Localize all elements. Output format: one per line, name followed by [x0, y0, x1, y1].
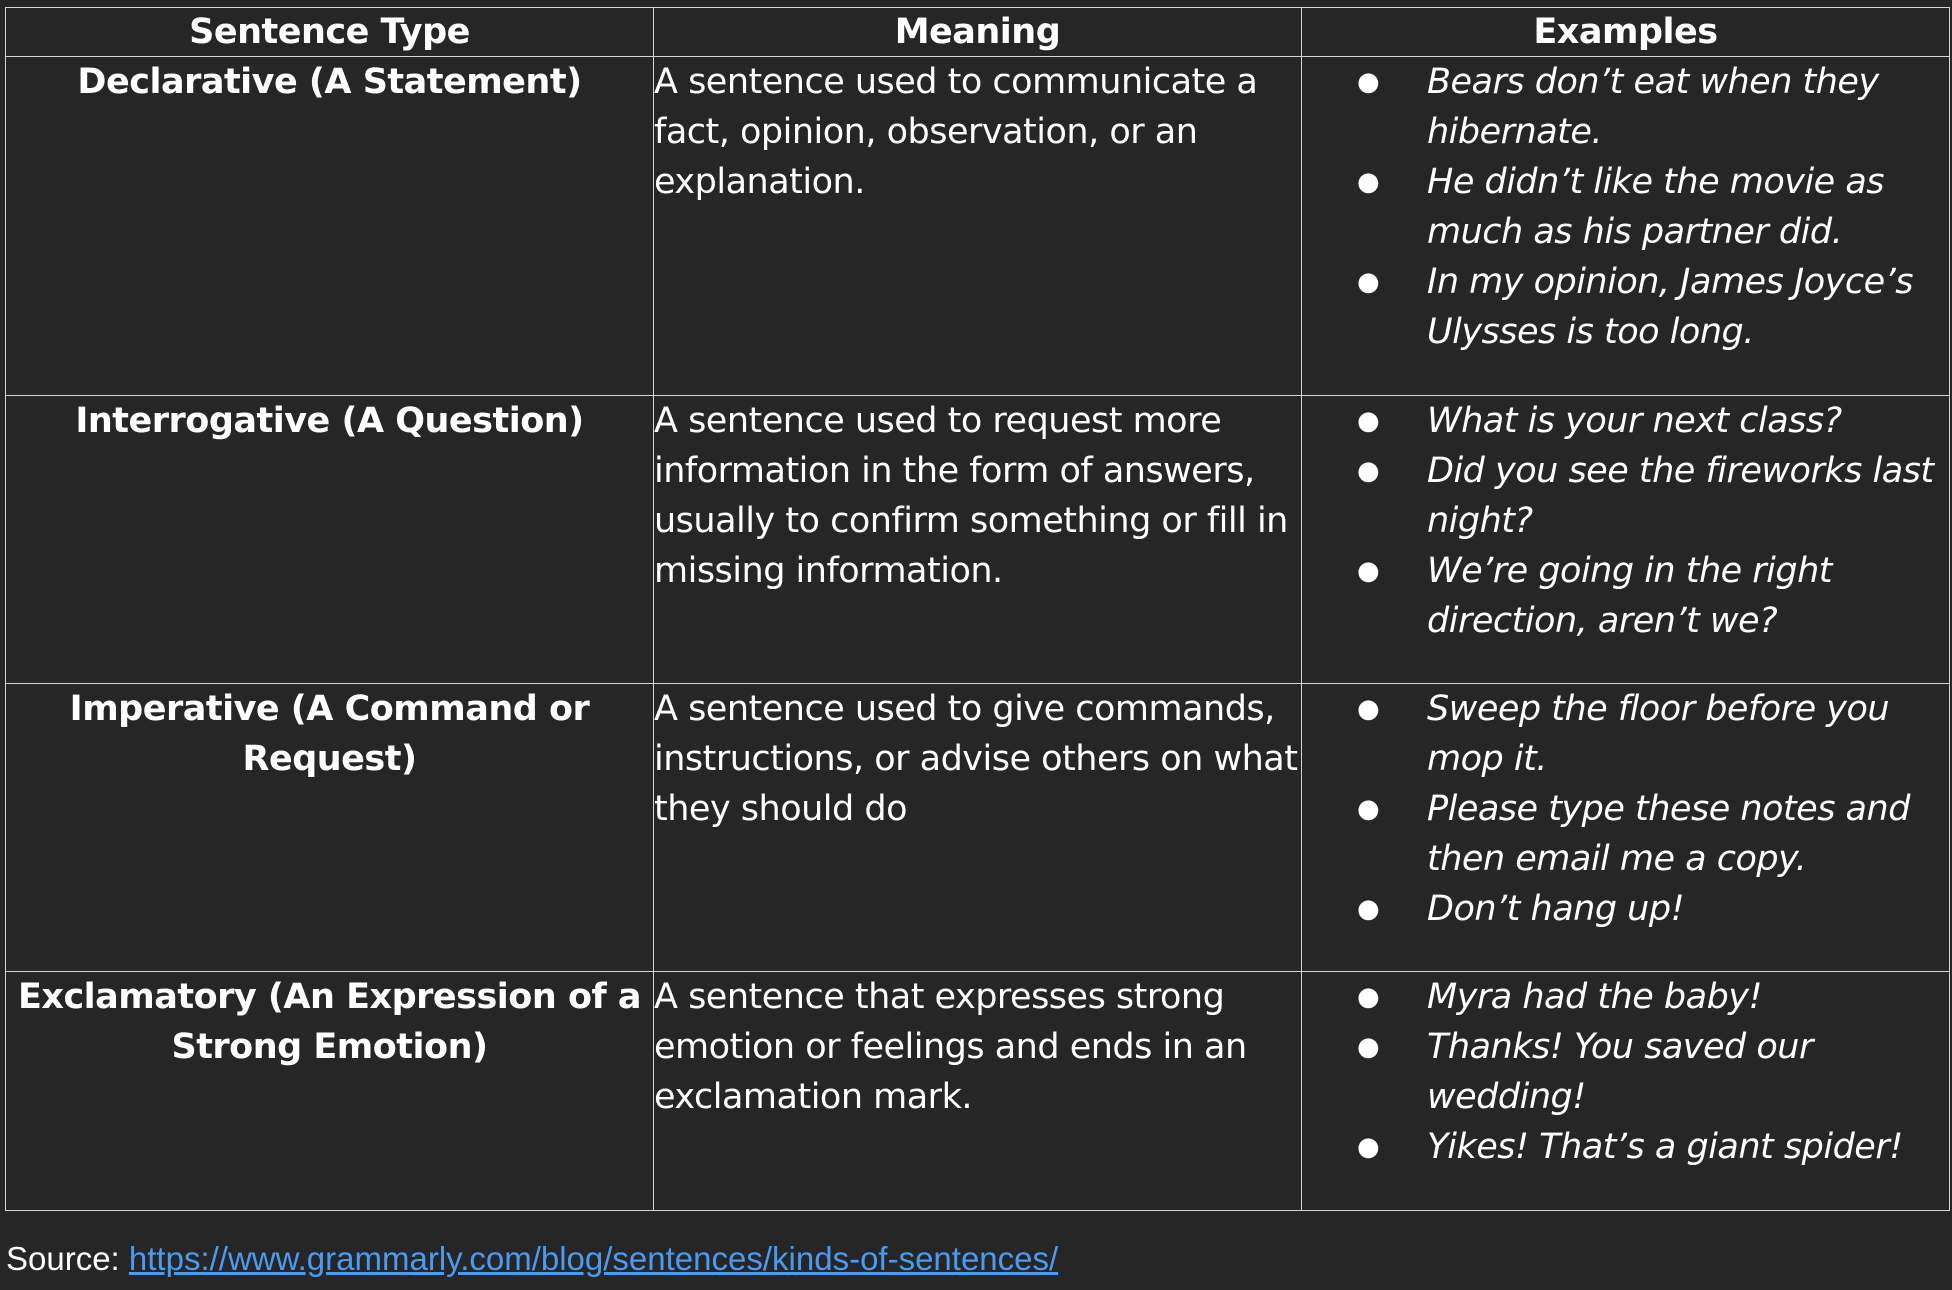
bullet-icon: ● [1357, 556, 1380, 586]
table-row-imperative [6, 684, 1950, 972]
examples-list [1302, 57, 1949, 357]
examples-list [1302, 684, 1949, 934]
table-row-declarative [6, 57, 1950, 396]
examples-cell [1302, 684, 1950, 972]
bullet-icon: ● [1357, 67, 1380, 97]
examples-cell [1302, 57, 1950, 396]
bullet-icon: ● [1357, 982, 1380, 1012]
bullet-icon: ● [1357, 794, 1380, 824]
example-item: ● Please type these notes and then email me a copy. [1427, 784, 1949, 884]
bullet-icon: ● [1357, 456, 1380, 486]
sentence-type-cell: Exclamatory (An Expression of a Strong Emotion) [6, 972, 654, 1211]
example-item: ● Yikes! That’s a giant spider! [1427, 1122, 1949, 1172]
source-line [6, 1236, 1058, 1282]
table-row-exclamatory [6, 972, 1950, 1211]
table-row-interrogative [6, 396, 1950, 684]
examples-cell [1302, 972, 1950, 1211]
example-item: ● What is your next class? [1427, 396, 1949, 446]
example-item: ● Thanks! You saved our wedding! [1427, 1022, 1949, 1122]
sentence-type-cell: Imperative (A Command or Request) [6, 684, 654, 972]
sentence-type-cell: Interrogative (A Question) [6, 396, 654, 684]
header-meaning: Meaning [654, 8, 1302, 57]
meaning-cell: A sentence used to communicate a fact, opinion, observation, or an explanation. [654, 57, 1302, 396]
source-link[interactable]: https://www.grammarly.com/blog/sentences/kinds-of-sentences/ [128, 1240, 1059, 1277]
example-item: ● Myra had the baby! [1427, 972, 1949, 1022]
header-sentence-type: Sentence Type [6, 8, 654, 57]
example-item: ● He didn’t like the movie as much as his partner did. [1427, 157, 1949, 257]
meaning-cell: A sentence used to request more information in the form of answers, usually to confirm something or fill in missing information. [654, 396, 1302, 684]
meaning-cell: A sentence used to give commands, instructions, or advise others on what they should do [654, 684, 1302, 972]
bullet-icon: ● [1357, 1132, 1380, 1162]
example-item: ● Sweep the floor before you mop it. [1427, 684, 1949, 784]
examples-list [1302, 972, 1949, 1172]
bullet-icon: ● [1357, 267, 1380, 297]
table-header-row [6, 8, 1950, 57]
bullet-icon: ● [1357, 694, 1380, 724]
source-label: Source: [6, 1240, 129, 1277]
examples-list [1302, 396, 1949, 646]
example-item: ● Did you see the fireworks last night? [1427, 446, 1949, 546]
example-item: ● Bears don’t eat when they hibernate. [1427, 57, 1949, 157]
meaning-cell: A sentence that expresses strong emotion or feelings and ends in an exclamation mark. [654, 972, 1302, 1211]
example-item: ● Don’t hang up! [1427, 884, 1949, 934]
bullet-icon: ● [1357, 167, 1380, 197]
header-examples: Examples [1302, 8, 1950, 57]
examples-cell [1302, 396, 1950, 684]
bullet-icon: ● [1357, 406, 1380, 436]
example-item: ● We’re going in the right direction, aren’t we? [1427, 546, 1949, 646]
sentence-type-cell: Declarative (A Statement) [6, 57, 654, 396]
example-item: ● In my opinion, James Joyce’s Ulysses is too long. [1427, 257, 1949, 357]
sentence-types-table [5, 7, 1950, 1211]
bullet-icon: ● [1357, 1032, 1380, 1062]
bullet-icon: ● [1357, 894, 1380, 924]
